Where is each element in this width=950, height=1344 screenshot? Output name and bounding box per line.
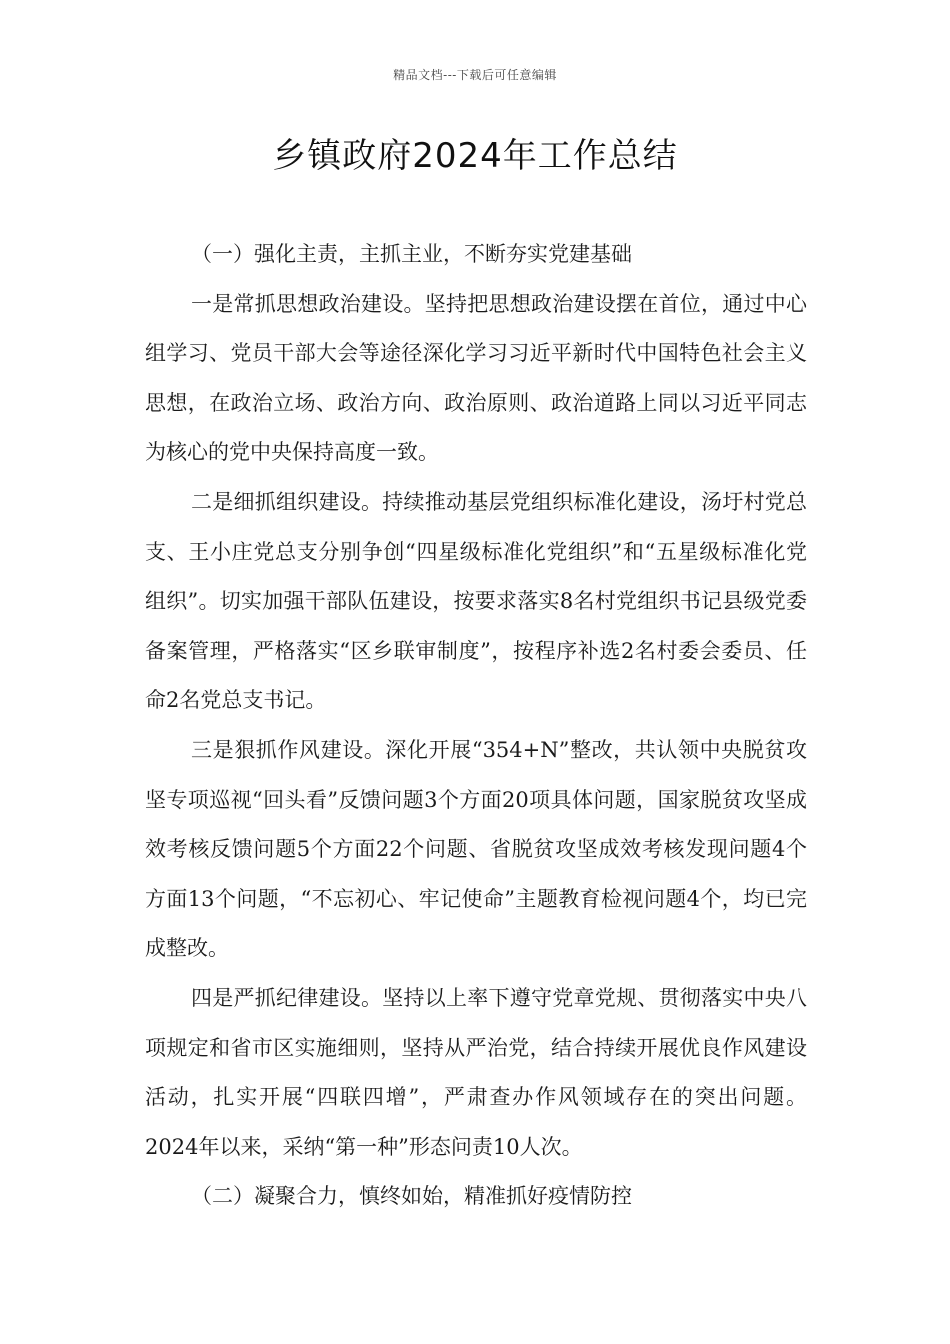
paragraph-organization: 二是细抓组织建设。持续推动基层党组织标准化建设，汤圩村党总支、王小庄党总支分别争创“四星级标准化党组织”和“五星级标准化党组织”。切实加强干部队伍建设，按要求落实8名村党组织书记县级党委备案管理，严格落实“区乡联审制度”，按程序补选2名村委会委员、任命2名党总支书记。	[145, 489, 807, 713]
section-heading-2: （二）凝聚合力，慎终如始，精准抓好疫情防控	[191, 1184, 632, 1209]
paragraph-discipline: 四是严抓纪律建设。坚持以上率下遵守党章党规、贯彻落实中央八项规定和省市区实施细则，坚持从严治党，结合持续开展优良作风建设活动，扎实开展“四联四增”，严肃查办作风领域存在的突出问题。2024年以来，采纳“第一种”形态问责10人次。	[145, 985, 807, 1159]
section-heading-1: （一）强化主责，主抓主业，不断夯实党建基础	[191, 242, 632, 266]
header-note: 精品文档---下载后可任意编辑	[393, 68, 557, 82]
paragraph-ideology: 一是常抓思想政治建设。坚持把思想政治建设摆在首位，通过中心组学习、党员干部大会等途径深化学习习近平新时代中国特色社会主义思想，在政治立场、政治方向、政治原则、政治道路上同以习近平同志为核心的党中央保持高度一致。	[145, 291, 807, 465]
document-title: 乡镇政府2024年工作总结	[272, 136, 678, 176]
paragraph-work-style: 三是狠抓作风建设。深化开展“354+N”整改，共认领中央脱贫攻坚专项巡视“回头看”反馈问题3个方面20项具体问题，国家脱贫攻坚成效考核反馈问题5个方面22个问题、省脱贫攻坚成效考核发现问题4个方面13个问题，“不忘初心、牢记使命”主题教育检视问题4个，均已完成整改。	[145, 737, 807, 961]
document-body	[145, 230, 807, 1222]
